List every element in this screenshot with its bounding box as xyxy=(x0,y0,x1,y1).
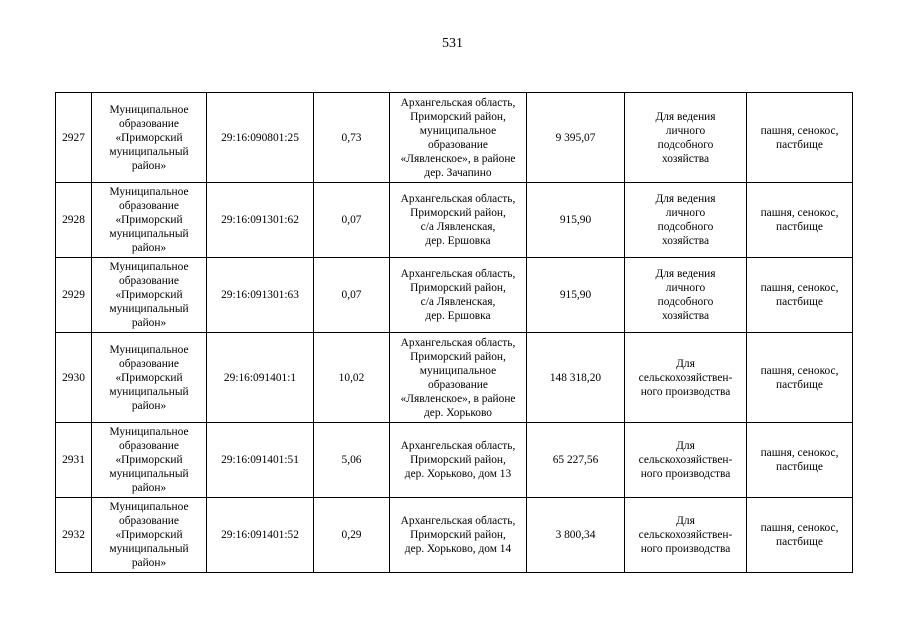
table-row xyxy=(56,333,853,423)
land-type-cell xyxy=(747,498,853,573)
use-line: сельскохозяйствен- xyxy=(638,371,733,384)
address-cell xyxy=(390,333,527,423)
address-line: «Лявленское», в районе xyxy=(400,152,516,165)
address-line: Архангельская область, xyxy=(400,96,516,109)
use-line: сельскохозяйствен- xyxy=(638,454,733,466)
cost-cell: 9 395,07 xyxy=(527,93,625,183)
use-line: личного xyxy=(665,124,706,137)
table-row xyxy=(56,183,853,258)
owner-line: «Приморский xyxy=(115,529,183,541)
address-line: образование xyxy=(428,378,488,391)
record-number-cell: 2931 xyxy=(56,423,92,498)
table-row xyxy=(56,498,853,573)
land-registry-table xyxy=(55,92,853,573)
land-line: пашня, сенокос, xyxy=(760,364,839,377)
owner-line: Муниципальное xyxy=(109,501,189,513)
owner-line: Муниципальное xyxy=(109,343,189,356)
land-type-cell xyxy=(747,333,853,423)
land-line: пашня, сенокос, xyxy=(760,447,839,459)
owner-cell xyxy=(92,183,207,258)
record-number-cell: 2928 xyxy=(56,183,92,258)
table-row xyxy=(56,93,853,183)
page-number: 531 xyxy=(442,36,463,51)
use-line: Для ведения xyxy=(655,193,716,205)
permitted-use-cell xyxy=(625,183,747,258)
owner-line: район» xyxy=(131,317,167,329)
area-cell: 0,07 xyxy=(314,258,390,333)
use-line: подсобного xyxy=(657,296,714,308)
owner-line: Муниципальное xyxy=(109,426,189,438)
record-number-cell: 2929 xyxy=(56,258,92,333)
owner-line: «Приморский xyxy=(115,371,183,384)
land-line: пастбище xyxy=(776,378,823,391)
land-line: пастбище xyxy=(776,536,823,548)
cost-cell: 915,90 xyxy=(527,183,625,258)
land-type-cell xyxy=(747,258,853,333)
address-line: «Лявленское», в районе xyxy=(400,392,516,405)
cadastral-number-cell: 29:16:091301:62 xyxy=(207,183,314,258)
address-line: дер. Ершовка xyxy=(425,310,491,322)
land-line: пашня, сенокос, xyxy=(760,124,839,137)
address-cell xyxy=(390,258,527,333)
address-line: дер. Хорьково, дом 13 xyxy=(404,468,512,480)
record-number-cell: 2930 xyxy=(56,333,92,423)
use-line: хозяйства xyxy=(661,235,710,247)
owner-cell xyxy=(92,93,207,183)
land-type-cell xyxy=(747,93,853,183)
record-number-cell: 2932 xyxy=(56,498,92,573)
use-line: хозяйства xyxy=(661,152,710,165)
owner-line: «Приморский xyxy=(115,131,183,144)
land-line: пашня, сенокос, xyxy=(760,522,839,534)
address-line: с/а Лявленская, xyxy=(420,221,496,233)
address-cell xyxy=(390,423,527,498)
address-line: образование xyxy=(428,138,488,151)
address-line: дер. Зачапино xyxy=(424,166,492,179)
address-line: Приморский район, xyxy=(410,350,506,363)
address-line: Архангельская область, xyxy=(400,336,516,349)
owner-line: муниципальный xyxy=(109,228,189,240)
address-line: дер. Хорьково xyxy=(424,406,492,419)
cost-cell: 148 318,20 xyxy=(527,333,625,423)
owner-line: район» xyxy=(131,482,167,494)
use-line: Для ведения xyxy=(655,268,716,280)
cadastral-number-cell: 29:16:090801:25 xyxy=(207,93,314,183)
table-row xyxy=(56,423,853,498)
area-cell: 10,02 xyxy=(314,333,390,423)
owner-line: «Приморский xyxy=(115,454,183,466)
use-line: ного производства xyxy=(640,468,731,480)
owner-line: район» xyxy=(131,159,167,172)
owner-cell xyxy=(92,423,207,498)
land-type-cell xyxy=(747,183,853,258)
land-line: пастбище xyxy=(776,138,823,151)
use-line: ного производства xyxy=(640,543,731,555)
owner-line: Муниципальное xyxy=(109,103,189,116)
area-cell: 0,29 xyxy=(314,498,390,573)
land-type-cell xyxy=(747,423,853,498)
owner-line: муниципальный xyxy=(109,303,189,315)
land-line: пастбище xyxy=(776,296,823,308)
land-line: пашня, сенокос, xyxy=(760,207,839,219)
cost-cell: 65 227,56 xyxy=(527,423,625,498)
use-line: сельскохозяйствен- xyxy=(638,529,733,541)
cost-cell: 915,90 xyxy=(527,258,625,333)
address-cell xyxy=(390,183,527,258)
owner-line: муниципальный xyxy=(109,385,189,398)
owner-line: район» xyxy=(131,557,167,569)
use-line: подсобного xyxy=(657,221,714,233)
owner-line: образование xyxy=(119,515,179,527)
owner-cell xyxy=(92,333,207,423)
owner-line: муниципальный xyxy=(109,145,189,158)
land-line: пашня, сенокос, xyxy=(760,282,839,294)
permitted-use-cell xyxy=(625,423,747,498)
owner-line: район» xyxy=(131,399,167,412)
land-line: пастбище xyxy=(776,461,823,473)
address-line: с/а Лявленская, xyxy=(420,296,496,308)
use-line: Для xyxy=(676,357,695,370)
area-cell: 5,06 xyxy=(314,423,390,498)
use-line: Для xyxy=(676,440,695,452)
permitted-use-cell xyxy=(625,333,747,423)
owner-line: образование xyxy=(119,200,179,212)
owner-line: «Приморский xyxy=(115,289,183,301)
table-row xyxy=(56,258,853,333)
address-line: муниципальное xyxy=(419,364,497,377)
owner-line: Муниципальное xyxy=(109,186,189,198)
owner-line: муниципальный xyxy=(109,543,189,555)
use-line: хозяйства xyxy=(661,310,710,322)
address-line: Приморский район, xyxy=(410,454,506,466)
cadastral-number-cell: 29:16:091401:52 xyxy=(207,498,314,573)
address-line: дер. Ершовка xyxy=(425,235,491,247)
area-cell: 0,73 xyxy=(314,93,390,183)
owner-line: Муниципальное xyxy=(109,261,189,273)
cost-cell: 3 800,34 xyxy=(527,498,625,573)
owner-line: «Приморский xyxy=(115,214,183,226)
address-line: Приморский район, xyxy=(410,529,506,541)
cadastral-number-cell: 29:16:091301:63 xyxy=(207,258,314,333)
use-line: Для ведения xyxy=(655,110,716,123)
address-line: Приморский район, xyxy=(410,282,506,294)
use-line: личного xyxy=(665,282,706,294)
permitted-use-cell xyxy=(625,93,747,183)
owner-cell xyxy=(92,258,207,333)
owner-line: муниципальный xyxy=(109,468,189,480)
permitted-use-cell xyxy=(625,258,747,333)
land-line: пастбище xyxy=(776,221,823,233)
record-number-cell: 2927 xyxy=(56,93,92,183)
cadastral-number-cell: 29:16:091401:51 xyxy=(207,423,314,498)
owner-line: образование xyxy=(119,440,179,452)
address-line: муниципальное xyxy=(419,124,497,137)
owner-line: образование xyxy=(119,117,179,130)
area-cell: 0,07 xyxy=(314,183,390,258)
address-line: Архангельская область, xyxy=(400,193,516,205)
address-line: Архангельская область, xyxy=(400,440,516,452)
address-line: Приморский район, xyxy=(410,110,506,123)
owner-line: образование xyxy=(119,357,179,370)
address-line: Архангельская область, xyxy=(400,515,516,527)
use-line: Для xyxy=(676,515,695,527)
address-cell xyxy=(390,93,527,183)
address-line: Приморский район, xyxy=(410,207,506,219)
permitted-use-cell xyxy=(625,498,747,573)
owner-line: район» xyxy=(131,242,167,254)
owner-line: образование xyxy=(119,275,179,287)
address-cell xyxy=(390,498,527,573)
owner-cell xyxy=(92,498,207,573)
address-line: дер. Хорьково, дом 14 xyxy=(404,543,512,555)
cadastral-number-cell: 29:16:091401:1 xyxy=(207,333,314,423)
use-line: ного производства xyxy=(640,385,731,398)
address-line: Архангельская область, xyxy=(400,268,516,280)
use-line: личного xyxy=(665,207,706,219)
use-line: подсобного xyxy=(657,138,714,151)
